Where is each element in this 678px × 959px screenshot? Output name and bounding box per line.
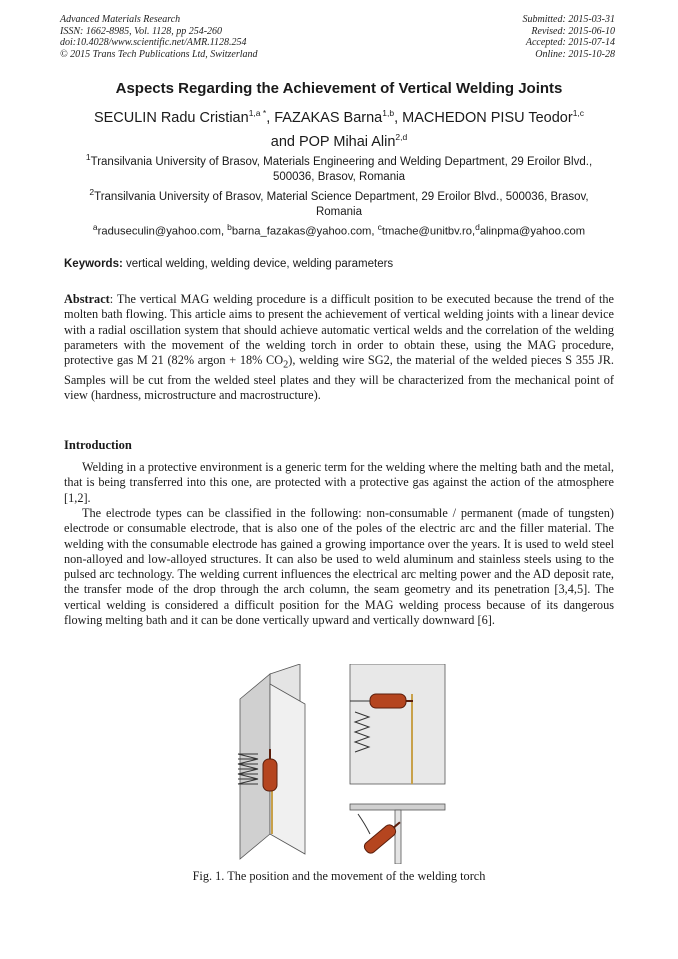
doi[interactable]: doi:10.4028/www.scientific.net/AMR.1128.254 [60, 37, 247, 48]
journal-name: Advanced Materials Research [60, 14, 181, 25]
accepted-date: Accepted: 2015-07-14 [525, 37, 615, 48]
vertical-view-illustration [350, 664, 445, 784]
dates-info [523, 14, 616, 60]
author-sep: , [266, 109, 275, 126]
author-4: and POP Mihai Alin [270, 133, 396, 150]
welding-figure [230, 664, 450, 864]
author-2-sup: 1,b [382, 108, 395, 118]
affiliation-1-text: Transilvania University of Brasov, Materials Engineering and Welding Department, 29 Eroilor Blvd., 500036, Brasov, Romania [90, 155, 593, 183]
revised-date: Revised: 2015-06-10 [531, 25, 615, 37]
author-1-sup: 1,a * [248, 108, 267, 118]
cross-section-illustration [350, 804, 445, 864]
author-list [40, 104, 638, 152]
affiliation-2-sup: 2 [89, 187, 95, 197]
copyright: © 2015 Trans Tech Publications Ltd, Switzerland [60, 48, 258, 60]
intro-paragraph-2: The electrode types can be classified in the following: non-consumable / permanent (made of tungsten) electrode or consumable electrode, that is also one of the poles of the electric arc and the filler material. The welding with the consumable electrode has gained a growing importance over the years. It is used to weld steel non-alloyed and low-alloyed structures. It can also be used to weld aluminum and stainless steels using to the pulsed arc technology. The welding current influences the electrical arc melting power and the AD deposit rate, the transfer mode of the drop through the arch column, the seam geometry and its penetration [3,4,5]. The vertical welding is considered a difficult position for the MAG welding process because of its dangerous flowing melting bath and it can be done vertically upward and vertically downward [6]. [64, 506, 614, 628]
paper-title: Aspects Regarding the Achievement of Vertical Welding Joints [115, 80, 563, 97]
t-joint-illustration [238, 664, 305, 859]
author-3-sup: 1,c [572, 108, 585, 118]
abstract-text: : The vertical MAG welding procedure is a difficult position to be executed because the trend of the molten bath flowing. This article aims to present the achievement of vertical welding joints with a linear device with a radial oscillation system that should achieve automatic vertical welds and the correlation of the welding parameters with the movement of the welding torch in order to obtain these, using the MAG procedure, protective gas M 21 (82% argon + 18% CO [64, 292, 614, 368]
email-b-sup: b [227, 222, 232, 232]
abstract-sub: 2 [283, 359, 289, 371]
email-c[interactable]: tmache@unitbv.ro, [381, 225, 476, 238]
affiliation-1-sup: 1 [85, 152, 91, 162]
email-d-sup: d [475, 222, 480, 232]
keywords-label: Keywords: [64, 258, 123, 270]
journal-info [60, 14, 258, 60]
introduction-heading: Introduction [64, 438, 132, 452]
email-a[interactable]: raduseculin@yahoo.com, [97, 225, 228, 238]
submitted-date: Submitted: 2015-03-31 [522, 14, 615, 25]
issn: ISSN: 1662-8985, Vol. 1128, pp 254-260 [60, 25, 223, 37]
affiliation-2 [70, 185, 608, 220]
author-3: MACHEDON PISU Teodor [402, 109, 573, 126]
keywords [64, 258, 393, 270]
author-sep: , [394, 109, 403, 126]
author-4-sup: 2,d [395, 131, 408, 142]
online-date: Online: 2015-10-28 [535, 48, 615, 60]
email-c-sup: c [377, 222, 382, 232]
email-a-sup: a [92, 222, 98, 232]
email-b[interactable]: barna_fazakas@yahoo.com, [231, 225, 378, 238]
author-2: FAZAKAS Barna [274, 109, 383, 126]
email-list [40, 222, 638, 238]
keywords-text: vertical welding, welding device, welding parameters [122, 258, 394, 270]
affiliation-1 [70, 150, 608, 185]
affiliation-2-text: Transilvania University of Brasov, Material Science Department, 29 Eroilor Blvd., 500036, Brasov, Romania [94, 190, 589, 218]
abstract [64, 292, 614, 404]
abstract-text-end: ), welding wire SG2, the material of the welded pieces S 355 JR. Samples will be cut from the welded steel plates and they will be characterized from the mechanical point of view (hardness, microstructure and macrostructure). [64, 353, 614, 403]
figure-caption: Fig. 1. The position and the movement of the welding torch [192, 869, 486, 883]
intro-paragraph-1: Welding in a protective environment is a generic term for the welding where the melting bath and the metal, that is being transferred into this one, are protected with a protective gas against the action of the atmosphere [1,2]. [64, 460, 614, 505]
author-1: SECULIN Radu Cristian [93, 109, 249, 126]
email-d[interactable]: alinpma@yahoo.com [479, 225, 586, 238]
abstract-label: Abstract [64, 292, 110, 306]
